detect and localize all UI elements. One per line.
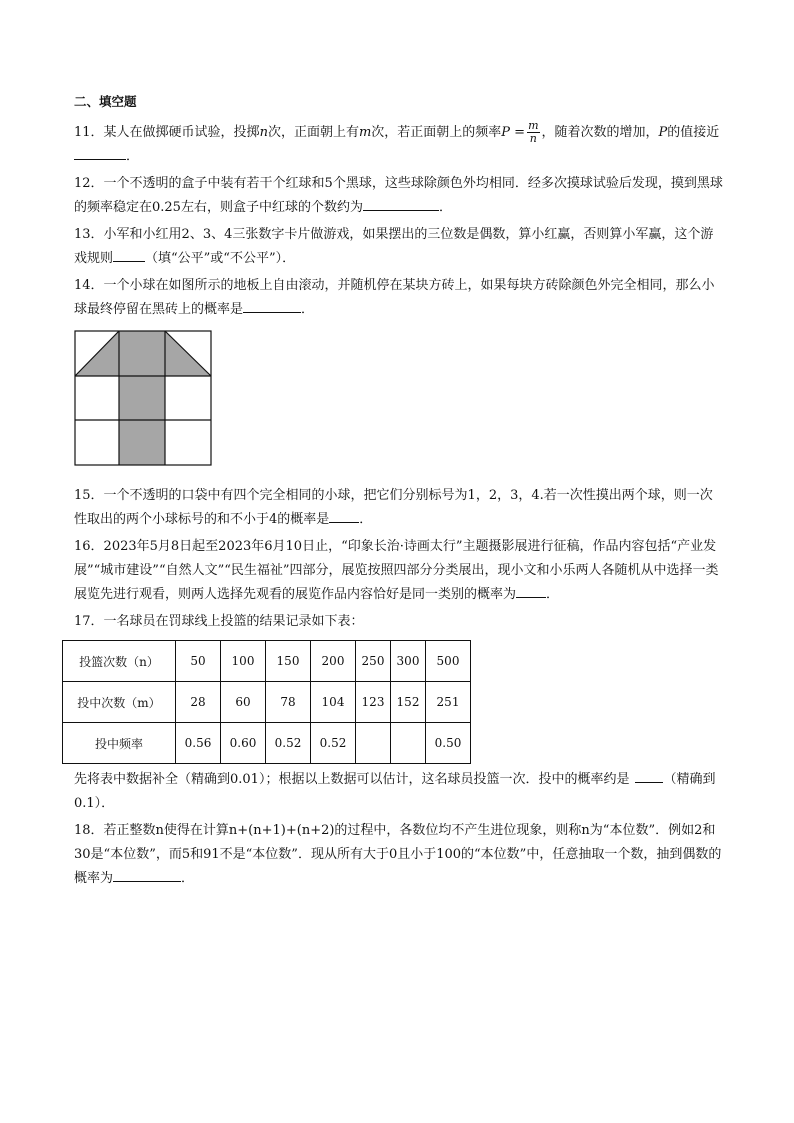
q16-text: 2023年5月8日起至2023年6月10日止，“印象长治·诗画太行”主题摄影展进行征稿，作品内容包括“产业发展”“城市建设”“自然人文”“民生福祉”四部分，展览按照四部分分类展出，现小文和小乐两人各随机从中选择一类展览先进行观看，则两人选择先观看的展览作品内容恰好是同一类别的概率为 [74, 539, 719, 602]
frequency-cell: 0.52 [266, 723, 311, 764]
q11-text-4: ，随着次数的增加， [541, 125, 659, 140]
dark-tile-column [119, 331, 165, 465]
question-15 [74, 484, 724, 532]
q16-end: ． [546, 587, 560, 602]
question-17 [74, 610, 724, 634]
q13-text: 小军和小红用2、3、4三张数字卡片做游戏，如果摆出的三位数是偶数，算小红赢，否则算小军赢，这个游戏规则 [74, 227, 714, 266]
q12-number: 12． [74, 176, 104, 191]
shots-cell: 100 [221, 641, 266, 682]
made-cell: 104 [311, 682, 356, 723]
q15-number: 15． [74, 488, 104, 503]
table-row-frequency [63, 723, 471, 764]
q14-number: 14． [74, 278, 104, 293]
q11-fraction-numerator: m [528, 119, 539, 132]
row-head-made: 投中次数（m） [63, 682, 176, 723]
frequency-cell: 0.52 [311, 723, 356, 764]
frequency-cell: 0.56 [176, 723, 221, 764]
q17-intro: 一名球员在罚球线上投篮的结果记录如下表： [103, 614, 364, 629]
shots-cell: 300 [391, 641, 426, 682]
shots-cell: 250 [356, 641, 391, 682]
q12-end: ． [438, 200, 452, 215]
q15-answer-blank[interactable] [329, 508, 359, 523]
q17-answer-blank[interactable] [635, 768, 663, 783]
q11-fraction [527, 120, 539, 145]
q11-text-5: 的值接近 [667, 125, 720, 140]
q13-answer-blank[interactable] [113, 247, 145, 262]
q15-end: ． [359, 512, 373, 527]
frequency-cell: 0.60 [221, 723, 266, 764]
q17-followup-end: （精确到0.1）． [74, 772, 716, 811]
row-head-shots: 投篮次数（n） [63, 641, 176, 682]
shots-cell: 500 [426, 641, 471, 682]
q15-text: 一个不透明的口袋中有四个完全相同的小球，把它们分别标号为1，2，3，4.若一次性摸出两个球，则一次性取出的两个小球标号的和不小于4的概率是 [74, 488, 713, 527]
q14-end: ． [301, 302, 315, 317]
q13-number: 13． [74, 227, 104, 242]
q16-number: 16． [74, 539, 104, 554]
shots-cell: 50 [176, 641, 221, 682]
section-title: 二、填空题 [74, 94, 137, 109]
frequency-blank-cell[interactable] [356, 723, 391, 764]
q11-var-m: m [358, 125, 372, 140]
q11-text-2: 次，正面朝上有 [267, 125, 359, 140]
q11-answer-blank[interactable] [74, 145, 126, 160]
q11-number: 11． [74, 125, 104, 140]
q14-text: 一个小球在如图所示的地板上自由滚动，并随机停在某块方砖上，如果每块方砖除颜色外完全相同，那么小球最终停留在黑砖上的概率是 [74, 278, 715, 317]
question-13 [74, 223, 724, 271]
shots-cell: 150 [266, 641, 311, 682]
q16-answer-blank[interactable] [516, 583, 546, 598]
q13-end: （填“公平”或“不公平”）． [145, 251, 296, 266]
q18-number: 18． [74, 823, 104, 838]
table-row-shots [63, 641, 471, 682]
made-cell: 60 [221, 682, 266, 723]
q11-text-1: 某人在做掷硬币试验，投掷 [103, 125, 260, 140]
q12-answer-blank[interactable] [363, 196, 439, 211]
made-cell: 78 [266, 682, 311, 723]
shots-cell: 200 [311, 641, 356, 682]
made-cell: 28 [176, 682, 221, 723]
question-11 [74, 120, 724, 169]
question-12 [74, 172, 724, 220]
q18-text: 若正整数n使得在计算n+(n+1)+(n+2)的过程中，各数位均不产生进位现象，则称n为“本位数”．例如2和30是“本位数”，而5和91不是“本位数”．现从所有大于0且小于100的“本位数”中，任意抽取一个数，抽到偶数的概率为 [74, 823, 722, 886]
tile-floor-diagram [74, 330, 212, 466]
tile-floor-figure [74, 330, 724, 470]
question-16 [74, 535, 724, 607]
q18-end: ． [181, 871, 195, 886]
q11-fraction-denominator: n [529, 132, 537, 145]
q18-answer-blank[interactable] [113, 867, 181, 882]
question-14 [74, 274, 724, 322]
made-cell: 123 [356, 682, 391, 723]
worksheet-page [74, 92, 724, 894]
q17-followup-text: 先将表中数据补全（精确到0.01）；根据以上数据可以估计，这名球员投篮一次．投中的概率约是 [74, 772, 630, 787]
table-row-made [63, 682, 471, 723]
q17-number: 17． [74, 614, 104, 629]
q11-text-3: 次，若正面朝上的频率 [371, 125, 502, 140]
q11-end: ． [126, 149, 140, 164]
made-cell: 152 [391, 682, 426, 723]
q11-var-n: n [259, 125, 268, 140]
free-throw-table [62, 640, 471, 764]
q11-var-p: P [658, 125, 668, 140]
q11-p-equals: P = [501, 125, 526, 140]
made-cell: 251 [426, 682, 471, 723]
q12-text: 一个不透明的盒子中装有若干个红球和5个黑球，这些球除颜色外均相同．经多次摸球试验后发现，摸到黑球的频率稳定在0.25左右，则盒子中红球的个数约为 [74, 176, 723, 215]
question-17-followup [74, 768, 724, 816]
frequency-blank-cell[interactable] [391, 723, 426, 764]
frequency-cell: 0.50 [426, 723, 471, 764]
question-18 [74, 819, 724, 891]
q14-answer-blank[interactable] [243, 298, 301, 313]
row-head-frequency: 投中频率 [63, 723, 176, 764]
